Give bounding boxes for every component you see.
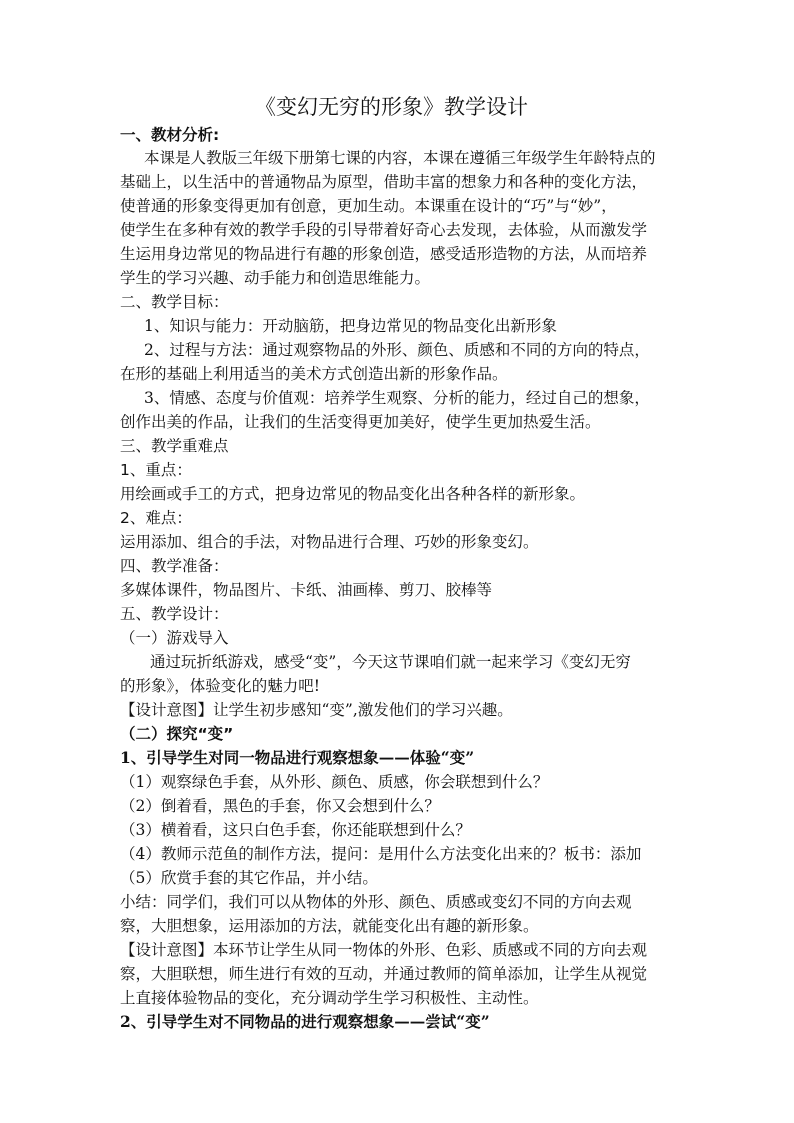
step-heading: 2、引导学生对不同物品的进行观察想象——尝试“变” xyxy=(120,1012,490,1031)
paragraph-line: 的形象》，体验变化的魅力吧! xyxy=(120,677,320,695)
page-title: 《变幻无穷的形象》教学设计 xyxy=(255,95,528,119)
step-heading: 1、引导学生对同一物品进行观察想象——体验“变” xyxy=(120,748,475,767)
paragraph-line: 上直接体验物品的变化，充分调动学生学习积极性、主动性。 xyxy=(120,989,539,1007)
paragraph-line: 使学生在多种有效的教学手段的引导带着好奇心去发现，去体验，从而激发学 xyxy=(120,221,648,239)
paragraph-line: 使普通的形象变得更加有创意，更加生动。本课重在设计的“巧”与“妙”， xyxy=(120,197,617,215)
list-item: （3）横着看，这只白色手套，你还能联想到什么？ xyxy=(120,821,471,839)
list-item: （2）倒着看，黑色的手套，你又会想到什么？ xyxy=(120,797,440,815)
subsection-heading: 1、重点： xyxy=(120,461,192,479)
subsection-heading: 2、难点： xyxy=(120,509,192,527)
list-item: （4）教师示范鱼的制作方法，提问：是用什么方法变化出来的？板书：添加 xyxy=(120,845,642,863)
section-heading: 四、教学准备： xyxy=(120,557,229,575)
paragraph-line: 3、情感、态度与价值观：培养学生观察、分析的能力，经过自己的想象， xyxy=(144,389,650,407)
section-heading: 一、教材分析: xyxy=(120,126,220,144)
paragraph-line: 察，大胆想象，运用添加的方法，就能变化出有趣的新形象。 xyxy=(120,917,539,935)
subsection-heading: （二）探究“变” xyxy=(120,725,234,743)
design-intent-note: 【设计意图】让学生初步感知“变”,激发他们的学习兴趣。 xyxy=(120,701,513,719)
section-heading: 五、教学设计： xyxy=(120,605,229,623)
paragraph-line: 1、知识与能力：开动脑筋，把身边常见的物品变化出新形象 xyxy=(144,317,557,335)
paragraph-line: 多媒体课件，物品图片、卡纸、油画棒、剪刀、胶棒等 xyxy=(120,581,493,599)
paragraph-line: 创作出美的作品，让我们的生活变得更加美好，使学生更加热爱生活。 xyxy=(120,413,601,431)
paragraph-line: 通过玩折纸游戏，感受“变”，今天这节课咱们就一起来学习《变幻无穷 xyxy=(150,653,631,671)
paragraph-line: 用绘画或手工的方式，把身边常见的物品变化出各种各样的新形象。 xyxy=(120,485,586,503)
paragraph-line: 2、过程与方法：通过观察物品的外形、颜色、质感和不同的方向的特点， xyxy=(144,341,650,359)
paragraph-line: 运用添加、组合的手法，对物品进行合理、巧妙的形象变幻。 xyxy=(120,533,539,551)
paragraph-line: 本课是人教版三年级下册第七课的内容，本课在遵循三年级学生年龄特点的 xyxy=(144,149,656,167)
subsection-heading: （一）游戏导入 xyxy=(120,629,229,647)
section-heading: 三、教学重难点 xyxy=(120,437,229,455)
paragraph-line: 生运用身边常见的物品进行有趣的形象创造，感受适形造物的方法，从而培养 xyxy=(120,245,648,263)
section-heading: 二、教学目标： xyxy=(120,293,229,311)
paragraph-line: 学生的学习兴趣、动手能力和创造思维能力。 xyxy=(120,269,431,287)
paragraph-line: 在形的基础上利用适当的美术方式创造出新的形象作品。 xyxy=(120,365,508,383)
paragraph-line: 基础上，以生活中的普通物品为原型，借助丰富的想象力和各种的变化方法， xyxy=(120,173,648,191)
paragraph-line: 察，大胆联想，师生进行有效的互动，并通过教师的简单添加，让学生从视觉 xyxy=(120,965,648,983)
design-intent-note: 【设计意图】本环节让学生从同一物体的外形、色彩、质感或不同的方向去观 xyxy=(120,941,648,959)
list-item: （1）观察绿色手套，从外形、颜色、质感，你会联想到什么？ xyxy=(120,773,549,791)
paragraph-line: 小结：同学们，我们可以从物体的外形、颜色、质感或变幻不同的方向去观 xyxy=(120,893,632,911)
list-item: （5）欣赏手套的其它作品，并小结。 xyxy=(120,869,378,887)
